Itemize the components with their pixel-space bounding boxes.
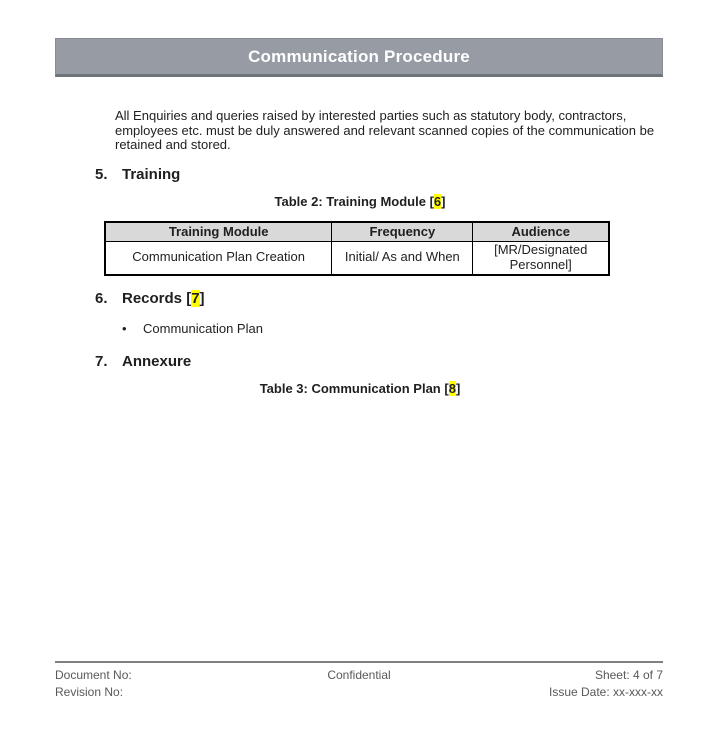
- footer-right-block: [460, 667, 663, 700]
- bullet-icon: •: [122, 321, 127, 336]
- section-number: 6.: [95, 290, 108, 307]
- reference-bracket-open: [: [429, 194, 434, 209]
- section-title: Records: [122, 290, 187, 307]
- page-title: Communication Procedure: [248, 46, 470, 66]
- reference-bracket-close: ]: [455, 381, 461, 396]
- records-list-item: [122, 321, 263, 336]
- section-heading-annexure: [95, 353, 191, 370]
- section-heading-training: [95, 166, 180, 183]
- table-header-row: [105, 222, 609, 242]
- section-number: 7.: [95, 353, 108, 370]
- intro-paragraph: All Enquiries and queries raised by interested parties such as statutory body, contractors, employees etc. must be duly answered and relevant scanned copies of the communication be retained and stored.: [115, 108, 655, 153]
- table3-caption: [0, 381, 720, 396]
- table-cell-training-module: Communication Plan Creation: [105, 242, 332, 275]
- table-row: [105, 242, 609, 275]
- section-title: Training: [122, 166, 181, 183]
- reference-bracket-open: [: [186, 290, 192, 307]
- reference-number-highlight: 6: [433, 194, 442, 209]
- footer-center-block: [258, 667, 461, 700]
- list-item-text: Communication Plan: [143, 321, 263, 336]
- document-no-label: Document No:: [55, 668, 132, 682]
- section-heading-records: [95, 290, 205, 307]
- reference-number-highlight: 7: [191, 290, 200, 307]
- reference-bracket-close: ]: [199, 290, 205, 307]
- table-cell-audience: [MR/Designated Personnel]: [473, 242, 609, 275]
- issue-date: Issue Date: xx-xxx-xx: [548, 684, 664, 699]
- reference-number-highlight: 8: [448, 381, 456, 396]
- training-module-table: [104, 221, 610, 276]
- reference-bracket-open: [: [444, 381, 449, 396]
- revision-no-label: Revision No:: [55, 684, 124, 699]
- caption-text: Table 3: Communication Plan: [259, 381, 445, 396]
- table-cell-frequency: Initial/ As and When: [332, 242, 473, 275]
- confidential-label: Confidential: [327, 668, 391, 682]
- table2-caption: [0, 194, 720, 209]
- reference-bracket-close: ]: [441, 194, 446, 209]
- sheet-number: Sheet: 4 of 7: [594, 668, 664, 682]
- footer-left-block: [55, 667, 258, 700]
- section-title: Annexure: [122, 353, 192, 370]
- caption-text: Table 2: Training Module: [274, 194, 430, 209]
- table-header-cell-training-module: Training Module: [105, 222, 332, 242]
- page-footer: [55, 661, 663, 700]
- table-header-cell-frequency: Frequency: [332, 222, 473, 242]
- section-number: 5.: [95, 166, 108, 183]
- table-header-cell-audience: Audience: [473, 222, 609, 242]
- document-title-bar: [55, 38, 663, 77]
